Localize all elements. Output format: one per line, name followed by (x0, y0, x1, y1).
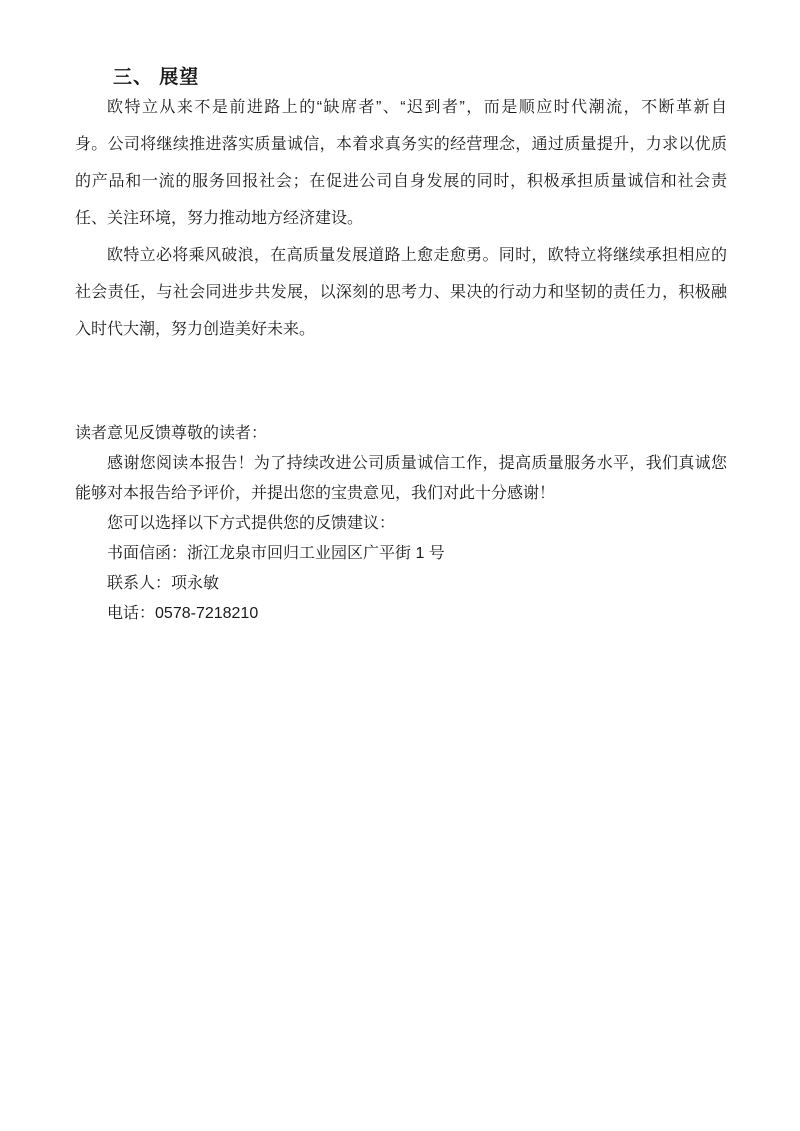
mail-address: 浙江龙泉市回归工业园区广平街 1 号 (187, 545, 445, 562)
feedback-section (75, 419, 727, 629)
feedback-options-line: 您可以选择以下方式提供您的反馈建议： (107, 515, 396, 532)
mail-address-line (75, 539, 727, 569)
outlook-paragraph-line: 入时代大潮，努力创造美好未来。 (75, 321, 316, 338)
phone-line (75, 599, 727, 629)
section-heading: 三、 展望 (113, 67, 200, 88)
phone-label: 电话： (107, 605, 156, 622)
phone-number: 0578-7218210 (155, 605, 259, 622)
contact-label: 联系人： (107, 575, 172, 592)
outlook-paragraph-line: 社会责任，与社会同进步共发展，以深刻的思考力、果决的行动力和坚韧的责任力，积极融 (75, 284, 727, 301)
contact-person: 项永敏 (171, 575, 220, 592)
feedback-title: 读者意见反馈尊敬的读者： (75, 425, 268, 442)
outlook-paragraph-line: 欧特立从来不是前进路上的“缺席者”、“迟到者”，而是顺应时代潮流，不断革新自 (107, 99, 727, 116)
outlook-paragraph-line: 任、关注环境，努力推动地方经济建设。 (75, 210, 364, 227)
feedback-thanks-line: 感谢您阅读本报告！为了持续改进公司质量诚信工作，提高质量服务水平，我们真诚您 (107, 455, 727, 472)
contact-person-line (75, 569, 727, 599)
outlook-paragraph-line: 身。公司将继续推进落实质量诚信，本着求真务实的经营理念，通过质量提升，力求以优质 (75, 136, 727, 153)
feedback-thanks-line: 能够对本报告给予评价，并提出您的宝贵意见，我们对此十分感谢！ (75, 485, 556, 502)
outlook-paragraph-line: 欧特立必将乘风破浪，在高质量发展道路上愈走愈勇。同时，欧特立将继续承担相应的 (107, 247, 727, 264)
outlook-section (75, 89, 727, 348)
mail-label: 书面信函： (107, 545, 188, 562)
outlook-paragraph-line: 的产品和一流的服务回报社会；在促进公司自身发展的同时，积极承担质量诚信和社会责 (75, 173, 727, 190)
